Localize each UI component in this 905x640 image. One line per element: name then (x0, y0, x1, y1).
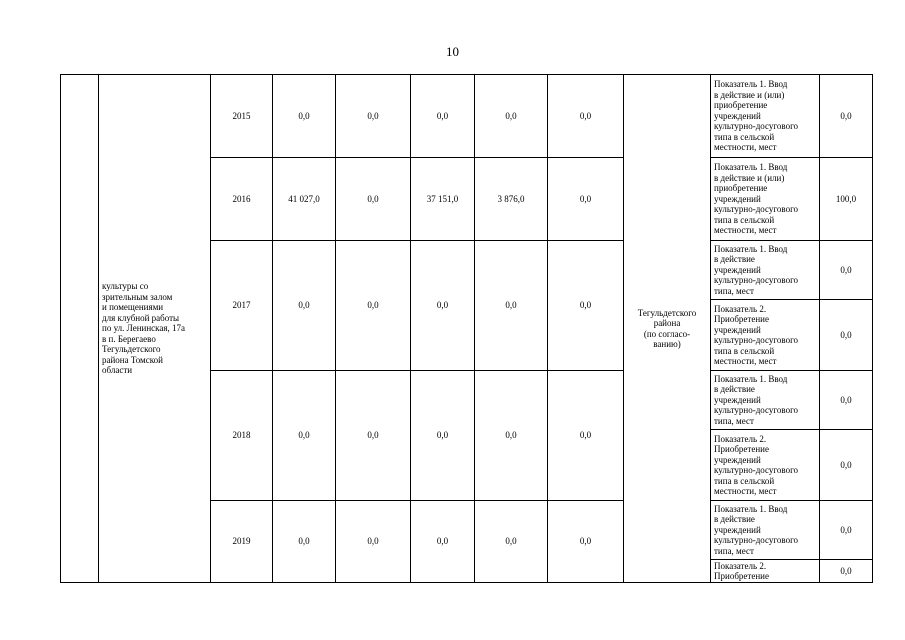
executor-cell: Тегульдетского района (по согласо- ванию) (624, 75, 711, 583)
indicator-value: 0,0 (820, 371, 873, 430)
value-cell: 0,0 (475, 75, 548, 158)
table-row (61, 75, 873, 158)
indicator-value: 0,0 (820, 300, 873, 371)
indicator-value: 0,0 (820, 430, 873, 501)
value-cell: 41 027,0 (273, 158, 336, 241)
value-cell: 0,0 (273, 75, 336, 158)
indicator-text: Показатель 1. Ввод в действие и (или) приобретение учреждений культурно-досугового типа в сельской местности, мест (711, 75, 820, 158)
value-cell: 0,0 (336, 158, 411, 241)
value-cell: 0,0 (548, 371, 624, 501)
value-cell: 0,0 (336, 371, 411, 501)
value-cell: 3 876,0 (475, 158, 548, 241)
value-cell: 0,0 (548, 501, 624, 583)
indicator-text: Показатель 2. Приобретение (711, 560, 820, 583)
value-cell: 37 151,0 (411, 158, 475, 241)
value-cell: 0,0 (475, 371, 548, 501)
indicator-text: Показатель 1. Ввод в действие и (или) приобретение учреждений культурно-досугового типа в сельской местности, мест (711, 158, 820, 241)
value-cell: 0,0 (475, 241, 548, 371)
indicator-value: 0,0 (820, 560, 873, 583)
indicator-text: Показатель 1. Ввод в действие учреждений культурно-досугового типа, мест (711, 241, 820, 300)
value-cell: 0,0 (411, 75, 475, 158)
number-cell (61, 75, 99, 583)
year-cell: 2016 (211, 158, 273, 241)
value-cell: 0,0 (475, 501, 548, 583)
value-cell: 0,0 (273, 241, 336, 371)
value-cell: 0,0 (336, 241, 411, 371)
value-cell: 0,0 (411, 371, 475, 501)
year-cell: 2019 (211, 501, 273, 583)
indicator-value: 0,0 (820, 241, 873, 300)
value-cell: 0,0 (273, 371, 336, 501)
year-cell: 2018 (211, 371, 273, 501)
value-cell: 0,0 (336, 501, 411, 583)
year-cell: 2015 (211, 75, 273, 158)
value-cell: 0,0 (273, 501, 336, 583)
value-cell: 0,0 (548, 158, 624, 241)
value-cell: 0,0 (548, 241, 624, 371)
indicator-value: 100,0 (820, 158, 873, 241)
value-cell: 0,0 (411, 241, 475, 371)
indicator-value: 0,0 (820, 501, 873, 560)
program-name: культуры со зрительным залом и помещениями для клубной работы по ул. Ленинская, 17а в п. Берегаево Тегульдетского района Томской области (99, 75, 211, 583)
indicator-value: 0,0 (820, 75, 873, 158)
value-cell: 0,0 (336, 75, 411, 158)
value-cell: 0,0 (548, 75, 624, 158)
program-table (60, 74, 873, 583)
page-number: 10 (446, 44, 459, 59)
year-cell: 2017 (211, 241, 273, 371)
indicator-text: Показатель 1. Ввод в действие учреждений культурно-досугового типа, мест (711, 501, 820, 560)
indicator-text: Показатель 1. Ввод в действие учреждений культурно-досугового типа, мест (711, 371, 820, 430)
value-cell: 0,0 (411, 501, 475, 583)
indicator-text: Показатель 2. Приобретение учреждений культурно-досугового типа в сельской местности, мест (711, 300, 820, 371)
indicator-text: Показатель 2. Приобретение учреждений культурно-досугового типа в сельской местности, мест (711, 430, 820, 501)
